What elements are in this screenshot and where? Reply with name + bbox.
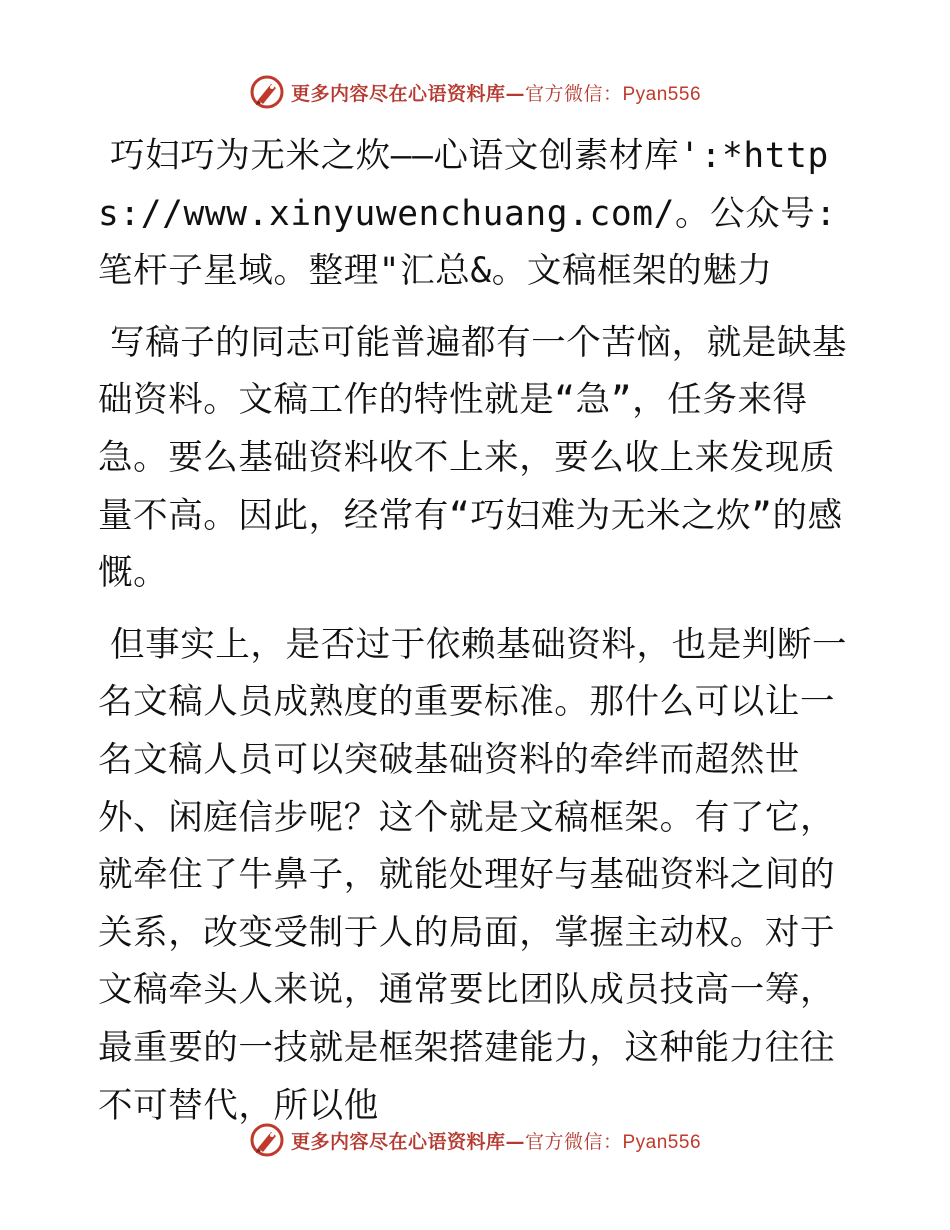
footer-banner (0, 1118, 950, 1162)
paragraph-intro (98, 315, 850, 603)
header-site-text: 更多内容尽在心语资料库— (290, 82, 525, 105)
footer-wechat-id: Pyan556 (622, 1131, 702, 1153)
paragraph-text: 巧妇巧为无米之炊——心语文创素材库':*https://www.xinyuwenchuang.com/。公众号: 笔杆子星域。整理"汇总&。文稿框架的魅力 (98, 136, 859, 292)
document-body (98, 128, 859, 1149)
pen-logo-icon (249, 1122, 285, 1158)
paragraph-text: 但事实上，是否过于依赖基础资料，也是判断一名文稿人员成熟度的重要标准。那什么可以让一名文稿人员可以突破基础资料的牵绊而超然世外、闲庭信步呢？这个就是文稿框架。有了它，就牵住了牛鼻子，就能处理好与基础资料之间的关系，改变受制于人的局面，掌握主动权。对于文稿牵头人来说，通常要比团队成员技高一筹，最重要的一技就是框架搭建能力，这种能力往往不可替代，所以他 (98, 624, 848, 1126)
footer-banner-text (291, 1127, 701, 1154)
header-wechat-id: Pyan556 (622, 83, 702, 105)
paragraph-framework (98, 617, 850, 1135)
paragraph-title (98, 128, 859, 301)
header-banner-text (291, 79, 701, 106)
pen-logo-icon (249, 74, 285, 110)
header-banner (0, 70, 950, 114)
paragraph-text: 写稿子的同志可能普遍都有一个苦恼，就是缺基础资料。文稿工作的特性就是“急”，任务来得急。要么基础资料收不上来，要么收上来发现质量不高。因此，经常有“巧妇难为无米之炊”的感慨。 (98, 322, 848, 594)
header-wechat-label: 官方微信： (524, 82, 623, 105)
footer-wechat-label: 官方微信： (524, 1130, 623, 1153)
footer-site-text: 更多内容尽在心语资料库— (290, 1130, 525, 1153)
